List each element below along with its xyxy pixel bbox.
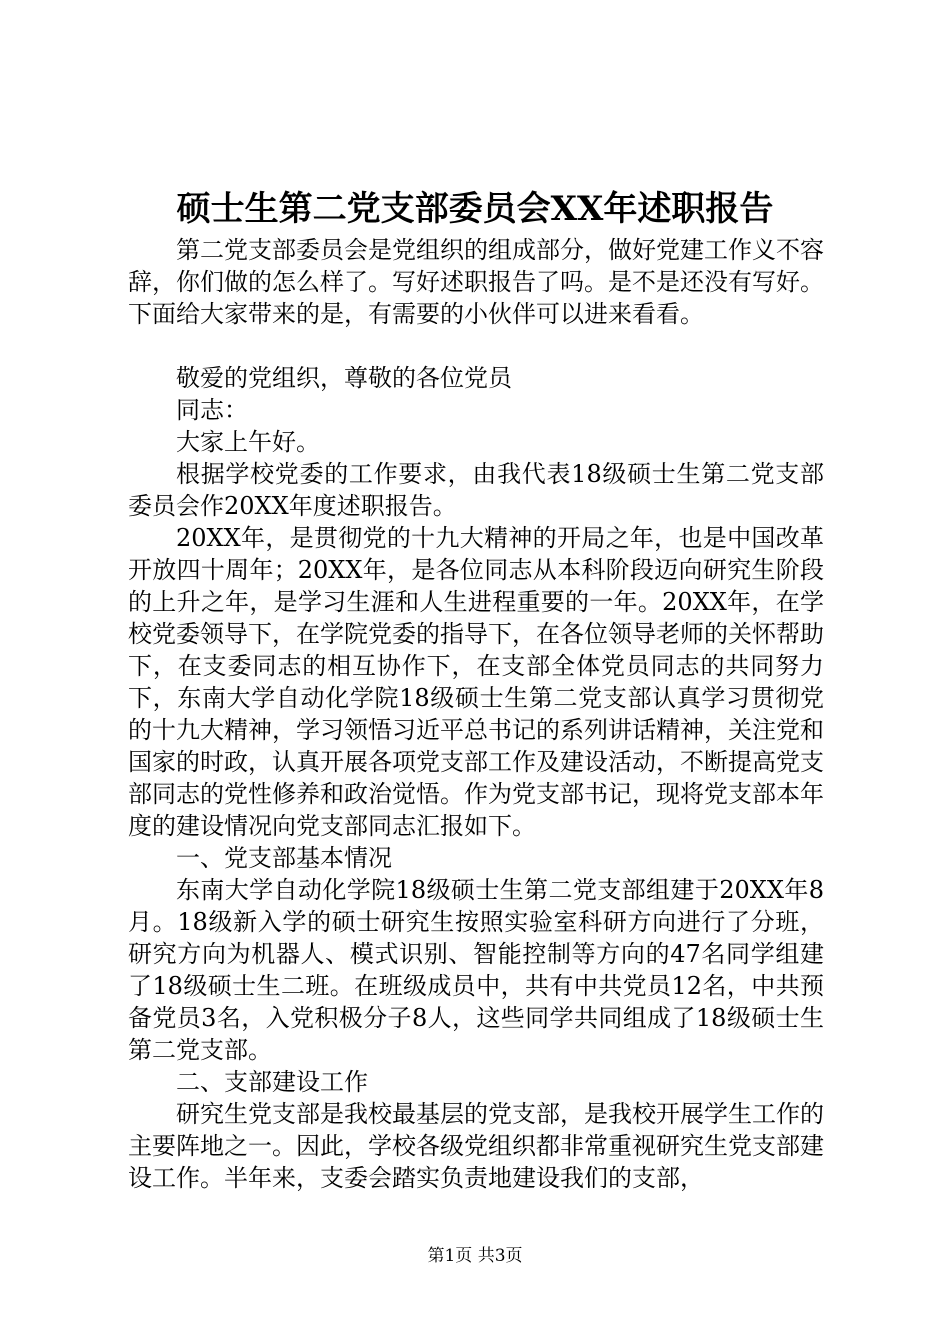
salutation-line: 敬爱的党组织，尊敬的各位党员 <box>176 364 512 392</box>
document-body <box>128 234 824 1194</box>
intro-paragraph: 第二党支部委员会是党组织的组成部分，做好党建工作义不容辞，你们做的怎么样了。写好述职报告了吗。是不是还没有写好。下面给大家带来的是，有需要的小伙伴可以进来看看。 <box>128 236 824 328</box>
document-title: 硕士生第二党支部委员会XX年述职报告 <box>176 189 774 229</box>
section-heading: 一、党支部基本情况 <box>176 844 392 872</box>
body-paragraph: 20XX年，是贯彻党的十九大精神的开局之年，也是中国改革开放四十周年；20XX年，是各位同志从本科阶段迈向研究生阶段的上升之年，是学习生涯和人生进程重要的一年。20XX年，在学校党委领导下，在学院党委的指导下，在各位领导老师的关怀帮助下，在支委同志的相互协作下，在支部全体党员同志的共同努力下，东南大学自动化学院18级硕士生第二党支部认真学习贯彻党的十九大精神，学习领悟习近平总书记的系列讲话精神，关注党和国家的时政，认真开展各项党支部工作及建设活动，不断提高党支部同志的党性修养和政治觉悟。作为党支部书记，现将党支部本年度的建设情况向党支部同志汇报如下。 <box>128 524 824 840</box>
body-paragraph: 研究生党支部是我校最基层的党支部，是我校开展学生工作的主要阵地之一。因此，学校各级党组织都非常重视研究生党支部建设工作。半年来，支委会踏实负责地建设我们的支部， <box>128 1100 824 1192</box>
greeting-paragraph: 大家上午好。 <box>176 428 320 456</box>
body-paragraph: 根据学校党委的工作要求，由我代表18级硕士生第二党支部委员会作20XX年度述职报告。 <box>128 460 824 520</box>
body-paragraph: 东南大学自动化学院18级硕士生第二党支部组建于20XX年8月。18级新入学的硕士研究生按照实验室科研方向进行了分班，研究方向为机器人、模式识别、智能控制等方向的47名同学组建了18级硕士生二班。在班级成员中，共有中共党员12名，中共预备党员3名，入党积极分子8人，这些同学共同组成了18级硕士生第二党支部。 <box>128 876 824 1064</box>
page-footer: 第1页 共3页 <box>427 1246 523 1266</box>
salutation-continuation: 同志： <box>176 396 248 424</box>
section-heading: 二、支部建设工作 <box>176 1068 368 1096</box>
